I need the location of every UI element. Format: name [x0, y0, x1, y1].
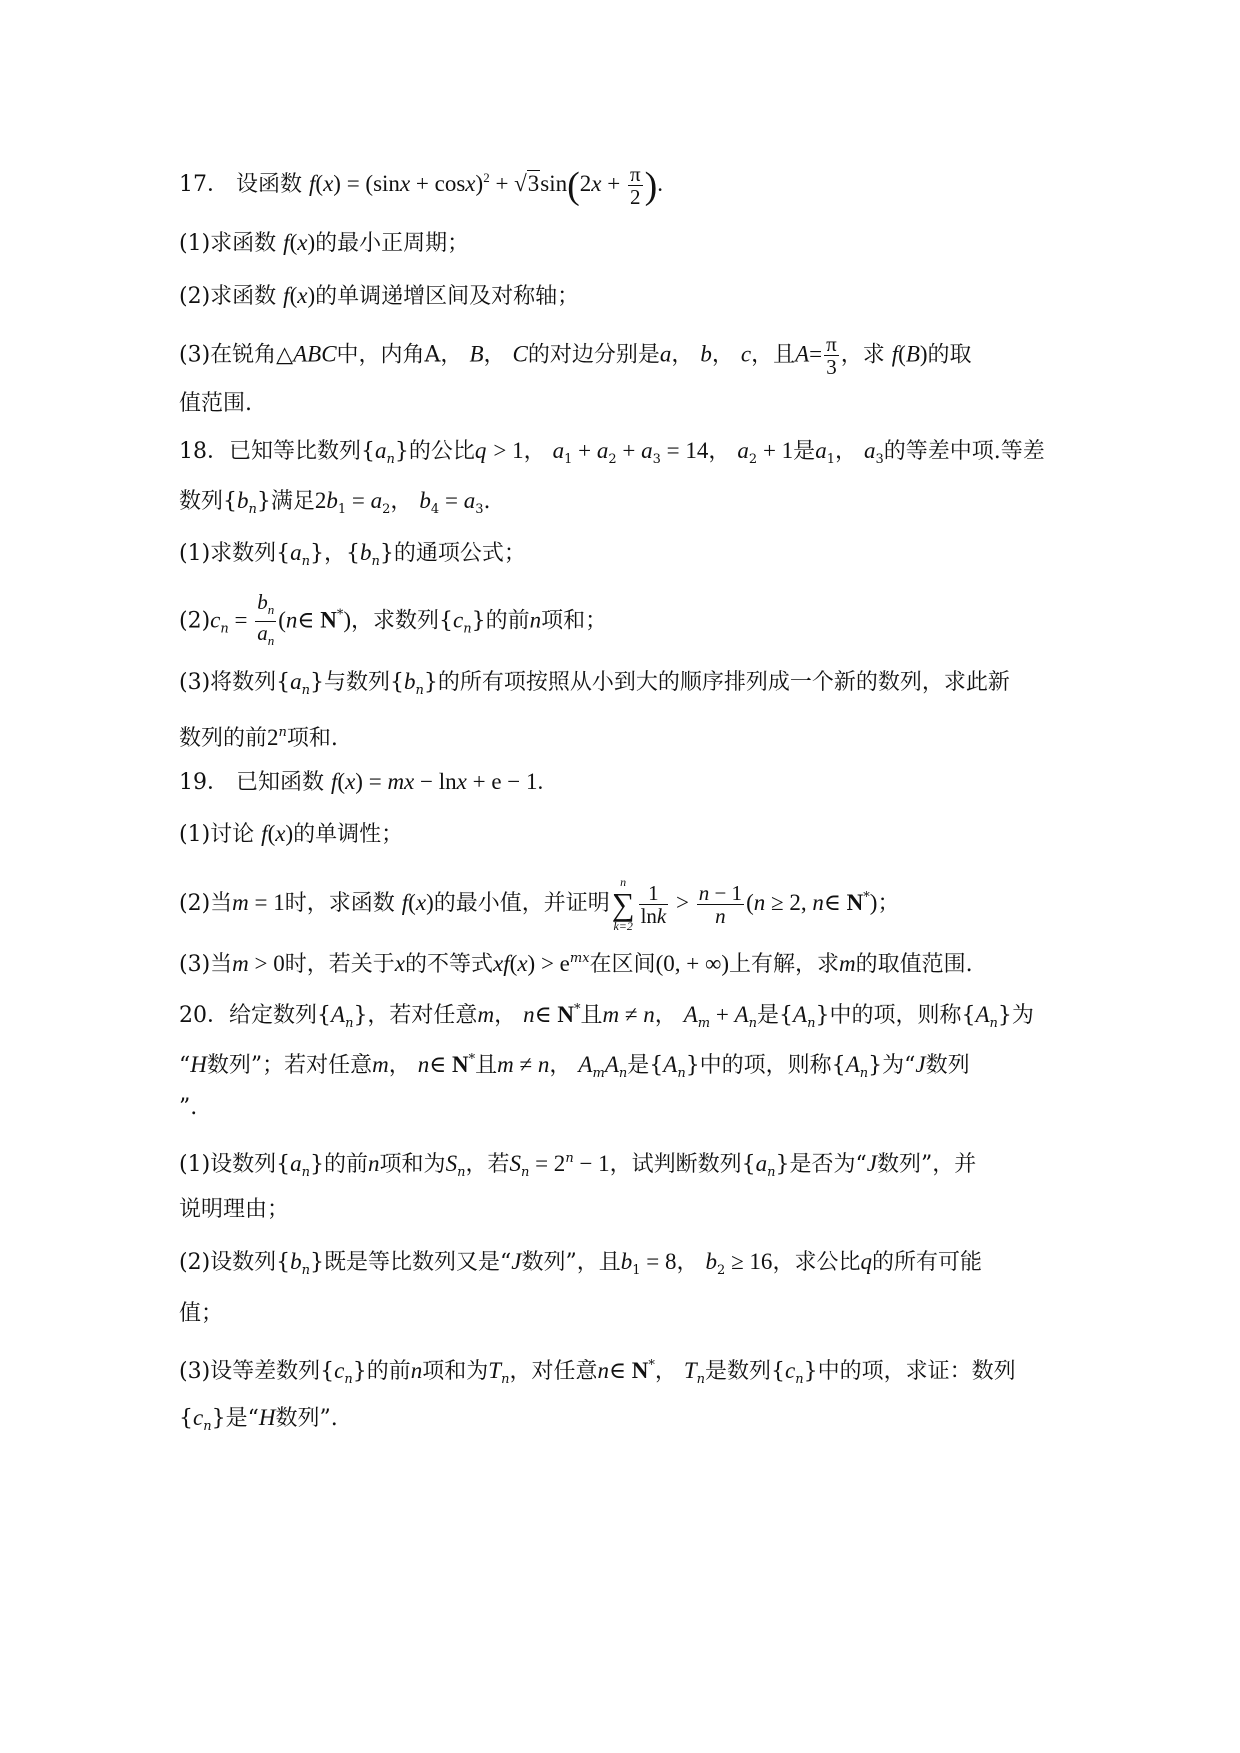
q20-part3: (3)设等差数列$\{c_n\}$的前n项和为$T_n$，对任意n∈ N*， $T_n$是数列$\{c_n\}$中的项，求证：数列: [179, 1358, 1016, 1387]
q20-part2-cont: 值；: [179, 1301, 224, 1326]
q17-part3-cont: 值范围.: [179, 391, 252, 416]
q20-part1: (1)设数列$\{a_n\}$的前n项和为$S_n$，若$S_n = 2^n - 1$，试判断数列$\{a_n\}$是否为“J数列”，并: [179, 1151, 977, 1180]
question-number: 18．: [179, 439, 229, 464]
q20-part2: (2)设数列$\{b_n\}$既是等比数列又是“J数列”，且$b_1 = 8$， $b_2 \ge 16$，求公比q的所有可能: [179, 1249, 982, 1278]
q18-part3: (3)将数列$\{a_n\}$与数列$\{b_n\}$的所有项按照从小到大的顺序排列成一个新的数列，求此新: [179, 669, 1010, 698]
q18-stem-line1: 18．已知等比数列$\{a_n\}$的公比q > 1， $a_1 + a_2 + a_3 = 14$， $a_2 + 1$是$a_1$， $a_3$的等差中项.等差: [179, 438, 1045, 467]
question-number: 17．: [179, 172, 229, 197]
q20-part3-cont: $\{c_n\}$是“H数列”.: [179, 1405, 338, 1434]
q20-stem-line1: 20．给定数列$\{A_n\}$，若对任意m， n∈ N*且m ≠ n， $A_m + A_n$是$\{A_n\}$中的项，则称$\{A_n\}$为: [179, 1002, 1034, 1031]
question-stem: 已知函数: [236, 770, 325, 795]
q17-part2: (2)求函数 f(x)的单调递增区间及对称轴；: [179, 283, 580, 309]
q17-formula: $f(x) = (\sin x + \cos x)^2 + √3\sin(2x$ + $\frac{\pi}{2}$ ).: [309, 162, 664, 210]
q18-part2: $(2)c_n$ = $\frac{b_n}{a_n}$ (n∈ N*)，求数列$\{c_n\}$的前n项和；: [179, 590, 608, 648]
q19-part3: (3)当m > 0时，若关于x的不等式$xf(x) > e^{mx}$在区间(0, + ∞)上有解，求m的取值范围.: [179, 951, 973, 977]
question-number: 19．: [179, 770, 229, 795]
q17-part1: (1)求函数 f(x)的最小正周期；: [179, 230, 470, 256]
question-stem: 设函数: [236, 172, 303, 197]
q20-stem-line3: ”.: [179, 1095, 198, 1120]
q17-stem: [179, 158, 1060, 210]
q20-stem-line2: “H数列”；若对任意m， n∈ N*且m ≠ n， $A_mA_n$是$\{A_n\}$中的项，则称$\{A_n\}$为“J数列: [179, 1052, 970, 1081]
q19-part1: (1)讨论 f(x)的单调性；: [179, 821, 404, 847]
q18-part3-cont: 数列的前2$^n$项和.: [179, 725, 338, 751]
q17-part3: (3)在锐角△ABC中，内角A， B， C的对边分别是a， b， c，且A= $\frac{\pi}{3}$ ，求 f(B)的取: [179, 332, 972, 379]
q19-part2: (2)当m = 1时，求函数 f(x)的最小值，并证明 n ∑ k=2 $\frac{1}{\ln k}$ > $\frac{n - 1}{n}$ (n ≥ 2, n∈ N*)；: [179, 875, 900, 933]
q20-part1-cont: 说明理由；: [179, 1197, 290, 1222]
q19-stem: 19． 已知函数 f(x) = mx − lnx + e − 1.: [179, 769, 544, 795]
question-number: 20．: [179, 1003, 229, 1028]
q18-part1: (1)求数列$\{a_n\}$，$\{b_n\}$的通项公式；: [179, 540, 526, 569]
q18-stem-line2: 数列$\{b_n\}$满足$2b_1 = a_2$， $b_4 = a_3$.: [179, 488, 491, 517]
